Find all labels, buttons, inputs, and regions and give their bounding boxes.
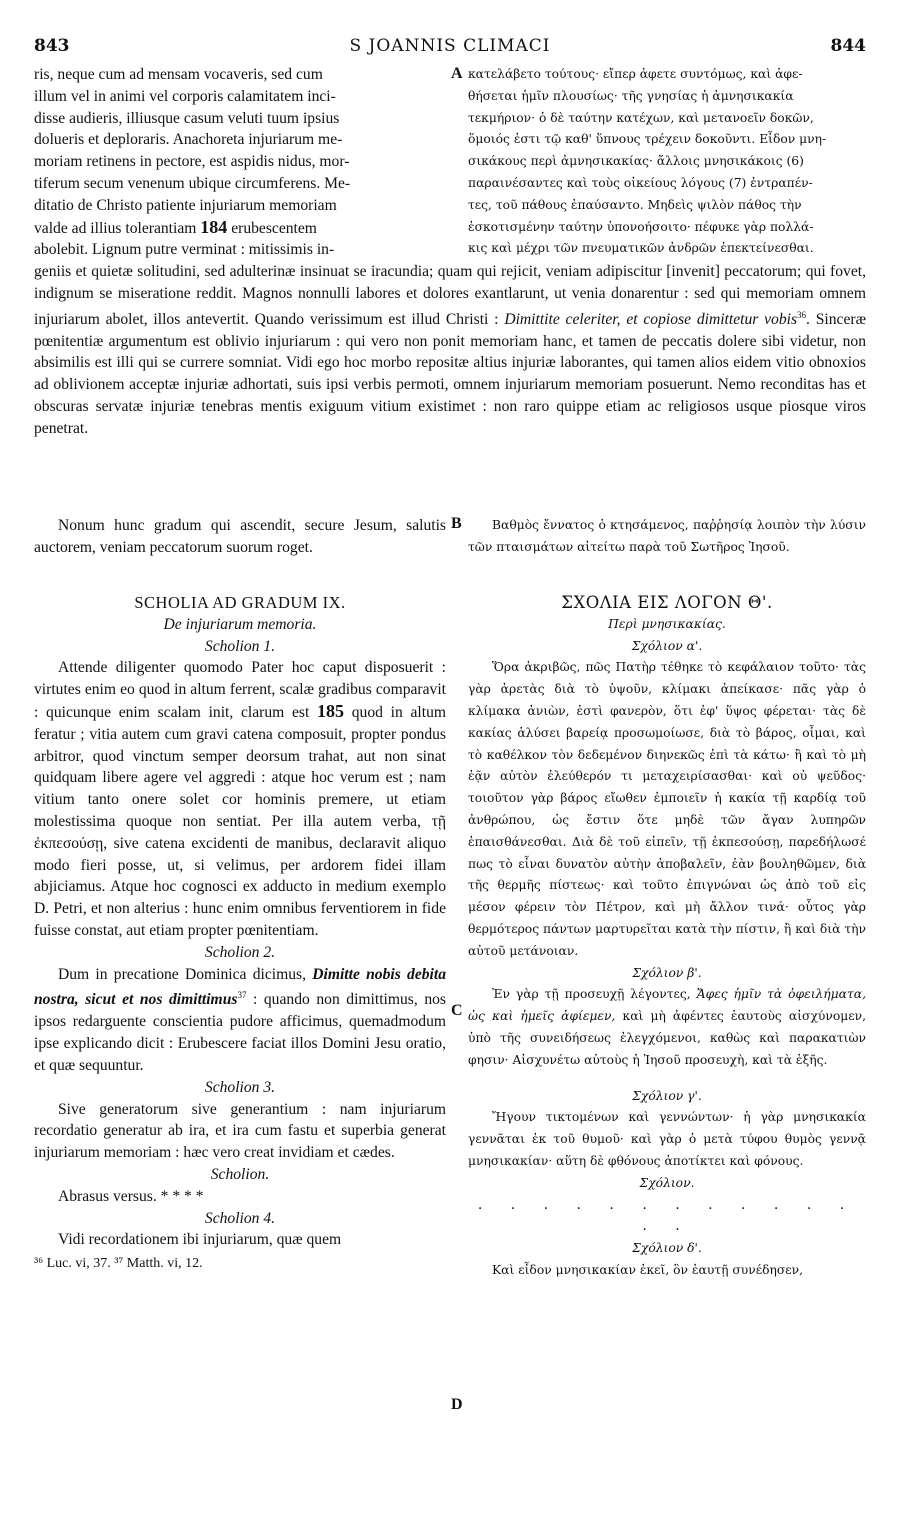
top-latin-column — [34, 64, 446, 261]
scholion-text — [468, 984, 866, 1071]
lacuna-dots: . . . . . . . . . . . . . . — [477, 1196, 857, 1235]
scholion-title: Scholion 4. — [204, 1209, 276, 1227]
margin-page-number: 184 — [200, 216, 228, 237]
nonum-greek — [468, 515, 866, 559]
text-line: tiferum secum venenum ubique circumferens. Me- — [34, 174, 351, 192]
scholion-title: Σχόλιον γ'. — [632, 1088, 702, 1103]
scholion-text: Vidi recordationem ibi injuriarum, quæ quem — [58, 1231, 342, 1249]
scholion-text: Ὅρα ἀκριβῶς, πῶς Πατὴρ τέθηκε τὸ κεφάλαιον τοῦτο· τὰς γὰρ ἀρετὰς διὰ τὸ ὑψοῦν, κλίμακι ἀπείκασε· πᾶς γὰρ ὁ κλίμακα ἀνιὼν, ἐστὶ φανερὸν, ὅτι ἐφ' ὕψος φέρεται· τὰς δὲ κακίας ἁλύσει βαρείᾳ προσωμοίωσε, διὰ τὸ βάρος, οἶμαι, καὶ τὸ καθέλκον τὸν δεδεμένον διηνεκῶς ἐπὶ τὰ κάτω· ἢ καὶ τὸ μὴ ἐᾷν αὐτὸν ἐλεύθερόν τι μεταχειρίσασθαι· καὶ οὐ ψεῦδος· τοιοῦτον γὰρ βάρος εἴωθεν ἐμποιεῖν ἡ κακία τῇ καρδίᾳ τοῦ ἀνθρώπου, ὡς ἔστιν ὅτε μηδὲ τῶν ἄγαν λυπηρῶν ἐπαισθάνεσθαι. Διὰ δὲ τοῦ εἰπεῖν, τῇ ἐκπεσούσῃ, παρεδήλωσέ πως τὸ εἶναι δυνατὸν αὐτὴν ἀποβαλεῖν, ἐὰν βουληθῶμεν, διὰ τῆς θερμῆς πίστεως· καὶ τοῦτο ἐπιγνώναι ὡς ἀπὸ τοῦ εἰς μέσον φέρειν τὸν Πέτρον, καὶ μὴ ἄλλον τινά· οὗτος γὰρ θερμότερος πάντων μαρτυρεῖται κατὰ τὴν πίστιν, ἢ καὶ διὰ τὴν αὐτοῦ μετάνοιαν. — [468, 660, 866, 958]
scholion-title: Scholion. — [210, 1165, 270, 1183]
left-scholia-column — [34, 592, 446, 1275]
scholion-text — [34, 657, 446, 941]
paragraph: Nonum hunc gradum qui ascendit, secure Jesum, salutis auctorem, veniam peccatorum suorum roget. — [34, 517, 446, 556]
scholion-text — [34, 964, 446, 1077]
running-title: S JOANNIS CLIMACI — [349, 36, 551, 56]
scholion-title: Scholion 3. — [204, 1078, 276, 1096]
scholion-title: Σχόλιον α'. — [631, 638, 703, 653]
scripture-quote: Ἄφες ἡμῖν τὰ ὀφειλήματα, ὡς καὶ ἡμεῖς ἀφίεμεν, — [468, 987, 866, 1024]
paragraph-text: . Sinceræ pœnitentiæ argumentum est oblivio injuriarum : qui vero non ponit memoriam hanc, et tamen de peccatis dolere sibi videtur, non absimilis est illi qui se currere somniat. Vidi ego hoc morbo repositæ altius injuriæ laborantes, qui tamen alios eidem vitio obnoxios ad oblivionem acceptæ injuriæ adhortati, suis ipsi verbis permoti, omnem injuriarum memoriam posuerunt. Nemo reconditas has et obscuras servatæ injuriæ tenebras mentis exiguum vitium existimet : non raro quippe etiam ac religiosos usque piosque viros penetrat. — [34, 310, 866, 437]
text-line: σικάκους περὶ ἀμνησικακίας· ἄλλοις μνησικάκοις (6) — [468, 154, 804, 169]
text-fragment: erubescentem — [231, 219, 317, 237]
footnote-ref: 36 — [797, 309, 807, 320]
text-line: ὅμοιός ἐστι τῷ καθ' ὕπνους τρέχειν δοκοῦντι. Εἶδον μνη- — [468, 132, 827, 147]
text-fragment: valde ad illius tolerantiam — [34, 219, 197, 237]
paragraph-text: geniis et quietæ solitudini, sed adulterinæ insinuat se iracundia; quam qui rejicit, veniam adipiscitur [invenit] peccatorum; qui fovet, indignum se miseratione reddit. Magnos nonnulli labores et dolores exantlarunt, ut venia donarentur : sed qui memoriam omnem injuriarum abolet, illos antevertit. Quando verissimum est illud Christi : — [34, 263, 866, 328]
running-header — [34, 36, 866, 60]
scholion-title: Scholion 1. — [204, 637, 276, 655]
scripture-quote: Dimittite celeriter, et copiose dimittetur vobis — [504, 310, 798, 328]
text-line: ἐσκοτισμένην ταύτην ὑπονοήσοιτο· πέφυκε γὰρ πολλά- — [468, 219, 814, 234]
paragraph: Βαθμὸς ἔννατος ὁ κτησάμενος, παῤῥησίᾳ λοιπὸν τὴν λύσιν τῶν πταισμάτων αἰτείτω παρὰ τοῦ Σωτῆρος Ἰησοῦ. — [468, 518, 866, 554]
footnotes: ³⁶ Luc. vi, 37. ³⁷ Matth. vi, 12. — [34, 1256, 203, 1272]
footnote-ref: 37 — [237, 990, 247, 1001]
text-line: dolueris et deploraris. Anachoreta injuriarum me- — [34, 131, 343, 149]
right-scholia-column — [468, 592, 866, 1282]
section-marker-d: D — [451, 1396, 463, 1413]
text-line: τεκμήριον· ὁ δὲ ταύτην κατέχων, καὶ μετανοεῖν δοκῶν, — [468, 110, 814, 125]
scholia-heading: ΣΧΟΛΙΑ ΕΙΣ ΛΟΓΟΝ Θ'. — [561, 593, 773, 612]
text-fragment: Ἐν γὰρ τῇ προσευχῇ λέγοντες, — [492, 987, 691, 1002]
scholion-title: Scholion 2. — [204, 943, 276, 961]
text-fragment: καὶ μὴ ἀφέντες ἑαυτοὺς αἰσχύνομεν, ὑπὸ τῆς συνειδήσεως ἐλεγχόμενοι, καθὼς καὶ παρακατιὼν φησιν· Αἰσχυνέτω αὐτοὺς ἡ Ἰησοῦ προσευχὴ, καὶ τὰ ἑξῆς. — [468, 1009, 866, 1067]
text-fragment: Dum in precatione Dominica dicimus, — [58, 965, 306, 983]
text-fragment: Attende diligenter quomodo Pater hoc caput disposuerit : virtutes enim eo quod in altum ferrent, scalæ gradibus comparavit : quicunque enim scalam init, clarum est — [34, 659, 446, 721]
text-line: ris, neque cum ad mensam vocaveris, sed cum — [34, 66, 323, 83]
scholia-subheading: De injuriarum memoria. — [163, 615, 317, 633]
scholion-title: Σχόλιον. — [639, 1175, 695, 1190]
scholion-title: Σχόλιον β'. — [632, 965, 702, 980]
text-line: ditatio de Christo patiente injuriarum memoriam — [34, 196, 337, 214]
text-line: κατελάβετο τούτους· εἴπερ ἀφετε συντόμως, καὶ ἀφε- — [468, 67, 803, 81]
text-line: παραινέσαντες καὶ τοὺς οἰκείους λόγους (7) ἐντραπέν- — [468, 175, 813, 190]
scholion-text: Καὶ εἶδον μνησικακίαν ἐκεῖ, ὃν ἑαυτῇ συνέδησεν, — [492, 1262, 804, 1277]
scholion-text: Abrasus versus. * * * * — [58, 1187, 204, 1205]
text-line: κις καὶ μέχρι τῶν πνευματικῶν ἀνδρῶν ἐπεκτείνεσθαι. — [468, 241, 814, 256]
scripture-quote: Dimitte nobis debita nostra, sicut et nos dimittimus — [34, 965, 446, 1009]
text-line: θήσεται ἡμῖν πλουσίως· τῆς γνησίας ἡ ἀμνησικακία — [468, 88, 794, 103]
full-width-paragraph — [34, 261, 866, 440]
text-line — [34, 217, 446, 240]
scholia-heading: SCHOLIA AD GRADUM IX. — [134, 593, 346, 612]
nonum-latin — [34, 515, 446, 559]
scholion-title: Σχόλιον δ'. — [632, 1241, 702, 1256]
scholion-text: Sive generatorum sive generantium : nam injuriarum recordatio generatur ab ira, et ira cum fastu et superbia generat injuriarum memoriam : hæc vero creat invidiam et cædes. — [34, 1100, 446, 1162]
section-marker-b: B — [451, 515, 462, 532]
text-fragment: quod in altum feratur ; vitia autem cum gravi catena composuit, propter pondus arbitror, quod vinctum semper deorsum trahat, aut non sinat quidquam libere agere vel aggredi : atque hoc verum est ; nam vitium tanto onere solet cor hominis premere, ut etiam molestissima quoque non sentiat. Per illa autem verba, τῇ ἐκπεσούσῃ, sive catena excidenti de manibus, declaravit aliquo modo fieri posse, ut, si velimus, per ardorem fidei illam abjiciamus. Atque hoc cognosci ex adducto in medium exemplo D. Petri, et non alterius : hunc enim omnibus ferventiorem in fide fuisse constat, aut etiam propter pœnitentiam. — [34, 703, 446, 939]
page-number-left: 843 — [34, 36, 70, 56]
section-marker-c: C — [451, 1002, 463, 1019]
page-number-right: 844 — [830, 36, 866, 56]
text-line: illum vel in animi vel corporis calamitatem inci- — [34, 87, 336, 105]
text-line: τες, τοῦ πάθους ἐπαύσαντο. Μηδεὶς ψιλὸν πάθος τὴν — [468, 197, 802, 212]
scholia-subheading: Περὶ μνησικακίας. — [608, 616, 726, 631]
section-marker-a: A — [451, 65, 463, 82]
top-greek-column — [468, 64, 866, 260]
text-fragment: : quando non dimittimus, nos ipsos redarguente conscientia pudore afficimus, quemadmodum ipse explicando dicit : Erubescere faciat illos Domini Jesu oratio, et quæ sequuntur. — [34, 991, 446, 1074]
text-line: moriam retinens in pectore, est aspidis nidus, mor- — [34, 153, 350, 171]
text-line: disse audieris, illiusque casum veluti tuum ipsius — [34, 109, 340, 127]
text-line: abolebit. Lignum putre verminat : mitissimis in- — [34, 241, 335, 259]
scholion-text: Ἤγουν τικτομένων καὶ γεννώντων· ἡ γὰρ μνησικακία γεννᾶται ἐκ τοῦ θυμοῦ· καὶ γὰρ ὁ μετὰ τύφου θυμὸς γεννᾷ μνησικακίαν· αὕτη δὲ φθόνους ἀποτίκτει καὶ φόνους. — [468, 1110, 866, 1168]
margin-page-number: 185 — [317, 700, 345, 721]
